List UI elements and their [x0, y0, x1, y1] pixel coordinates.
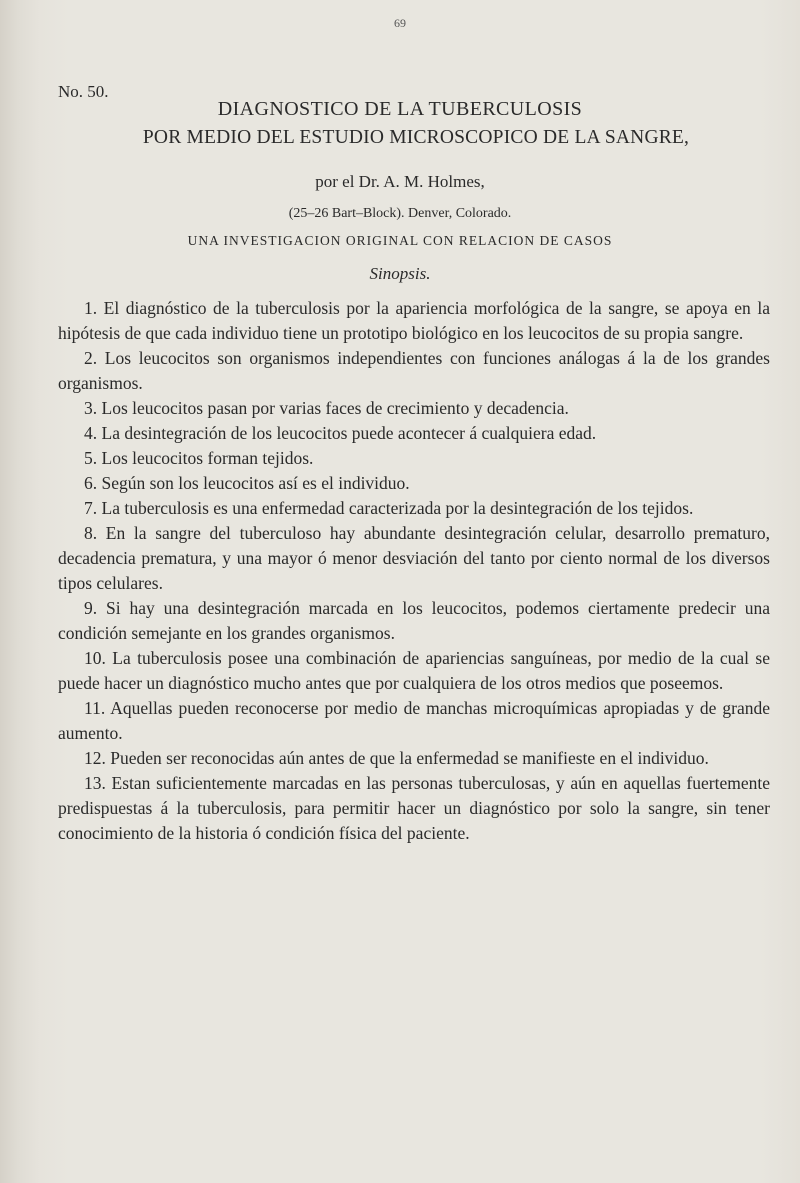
paragraph-2: 2. Los leucocitos son organismos independientes con funciones análogas á la de los grandes organismos.: [58, 348, 770, 393]
paragraph-7: 7. La tuberculosis es una enfermedad caracterizada por la desintegración de los tejidos.: [84, 498, 694, 518]
author-line: por el Dr. A. M. Holmes,: [315, 172, 485, 191]
paragraph-13: 13. Estan suficientemente marcadas en las personas tuberculosas, y aún en aquellas fuertemente predispuestas á la tuberculosis, para permitir hacer un diagnóstico por solo la sangre, sin tener conocimiento de la historia ó condición física del paciente.: [58, 773, 770, 843]
title-line-1: DIAGNOSTICO DE LA TUBERCULOSIS: [217, 98, 583, 120]
paragraph-3: 3. Los leucocitos pasan por varias faces de crecimiento y decadencia.: [84, 398, 569, 418]
page-number: 69: [394, 16, 406, 30]
address-line: (25–26 Bart–Block). Denver, Colorado.: [288, 206, 512, 221]
synopsis-heading: Sinopsis.: [369, 264, 431, 283]
subtitle: UNA INVESTIGACION ORIGINAL CON RELACION DE CASOS: [187, 233, 613, 248]
paragraph-12: 12. Pueden ser reconocidas aún antes de que la enfermedad se manifieste en el individuo.: [84, 748, 709, 768]
document-number: No. 50.: [58, 82, 109, 101]
paragraph-8: 8. En la sangre del tuberculoso hay abundante desintegración celular, desarrollo prematuro, decadencia prematura, y una mayor ó menor desviación del tanto por ciento normal de los diversos tipos celulares.: [58, 523, 770, 593]
paragraph-10: 10. La tuberculosis posee una combinación de apariencias sanguíneas, por medio de la cual se puede hacer un diagnóstico mucho antes que por cualquiera de los otros medios que poseemos.: [58, 648, 770, 693]
synopsis-body: [58, 296, 770, 846]
paragraph-5: 5. Los leucocitos forman tejidos.: [84, 448, 314, 468]
paragraph-1: 1. El diagnóstico de la tuberculosis por la apariencia morfológica de la sangre, se apoya en la hipótesis de que cada individuo tiene un prototipo biológico en los leucocitos de su propia sangre.: [58, 298, 770, 343]
paragraph-11: 11. Aquellas pueden reconocerse por medio de manchas microquímicas apropiadas y de grande aumento.: [58, 698, 770, 743]
paragraph-4: 4. La desintegración de los leucocitos puede acontecer á cualquiera edad.: [84, 423, 597, 443]
title-line-2: POR MEDIO DEL ESTUDIO MICROSCOPICO DE LA SANGRE,: [142, 127, 690, 148]
paragraph-9: 9. Si hay una desintegración marcada en los leucocitos, podemos ciertamente predecir una condición semejante en los grandes organismos.: [58, 598, 770, 643]
paragraph-6: 6. Según son los leucocitos así es el individuo.: [84, 473, 410, 493]
